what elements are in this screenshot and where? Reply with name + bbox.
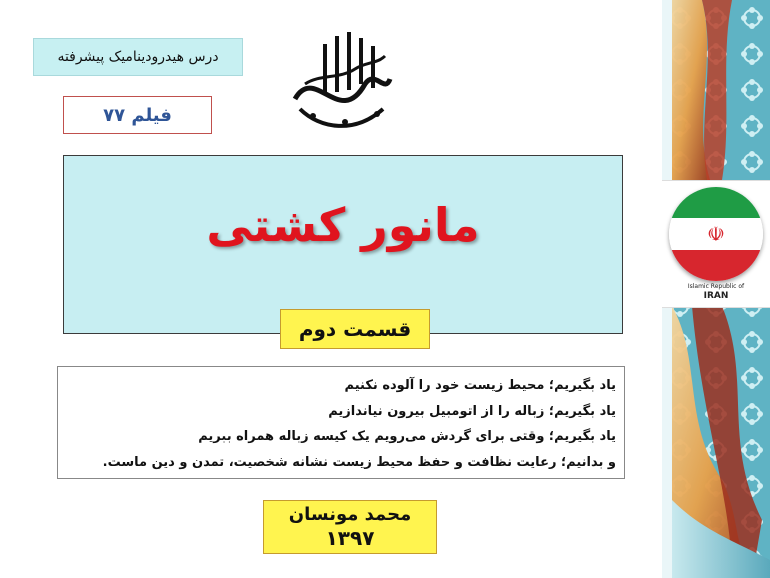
- film-number-box: [63, 96, 212, 134]
- flag-caption: Islamic Republic of: [687, 283, 745, 290]
- course-label-box: [33, 38, 243, 76]
- part-label: قسمت دوم: [298, 317, 412, 341]
- film-number: فیلم ۷۷: [103, 104, 172, 126]
- part-label-box: [280, 309, 430, 349]
- advice-line: یاد بگیریم؛ زباله را از اتومبیل بیرون نیاندازیم: [328, 403, 616, 419]
- course-label: درس هیدرودینامیک پیشرفته: [57, 49, 219, 65]
- emblem-icon: ☫: [707, 222, 725, 246]
- year: ۱۳۹۷: [325, 526, 375, 550]
- flag-country: IRAN: [703, 291, 729, 301]
- author-name: محمد مونسان: [288, 504, 412, 525]
- author-box: [263, 500, 437, 554]
- iran-flag-emblem: [662, 180, 770, 308]
- advice-line: یاد بگیریم؛ محیط زیست خود را آلوده نکنیم: [344, 378, 616, 393]
- advice-line: و بدانیم؛ رعایت نظافت و حفظ محیط زیست نشانه شخصیت، تمدن و دین ماست.: [102, 454, 616, 470]
- bismillah-calligraphy: [285, 24, 395, 132]
- title-box: [63, 155, 623, 334]
- advice-line: یاد بگیریم؛ وقتی برای گردش می‌رویم یک کیسه زباله همراه ببریم: [198, 429, 616, 444]
- advice-lines-box: [57, 366, 625, 479]
- flag-circle: [669, 187, 763, 281]
- main-title: مانور کشتی: [206, 198, 480, 252]
